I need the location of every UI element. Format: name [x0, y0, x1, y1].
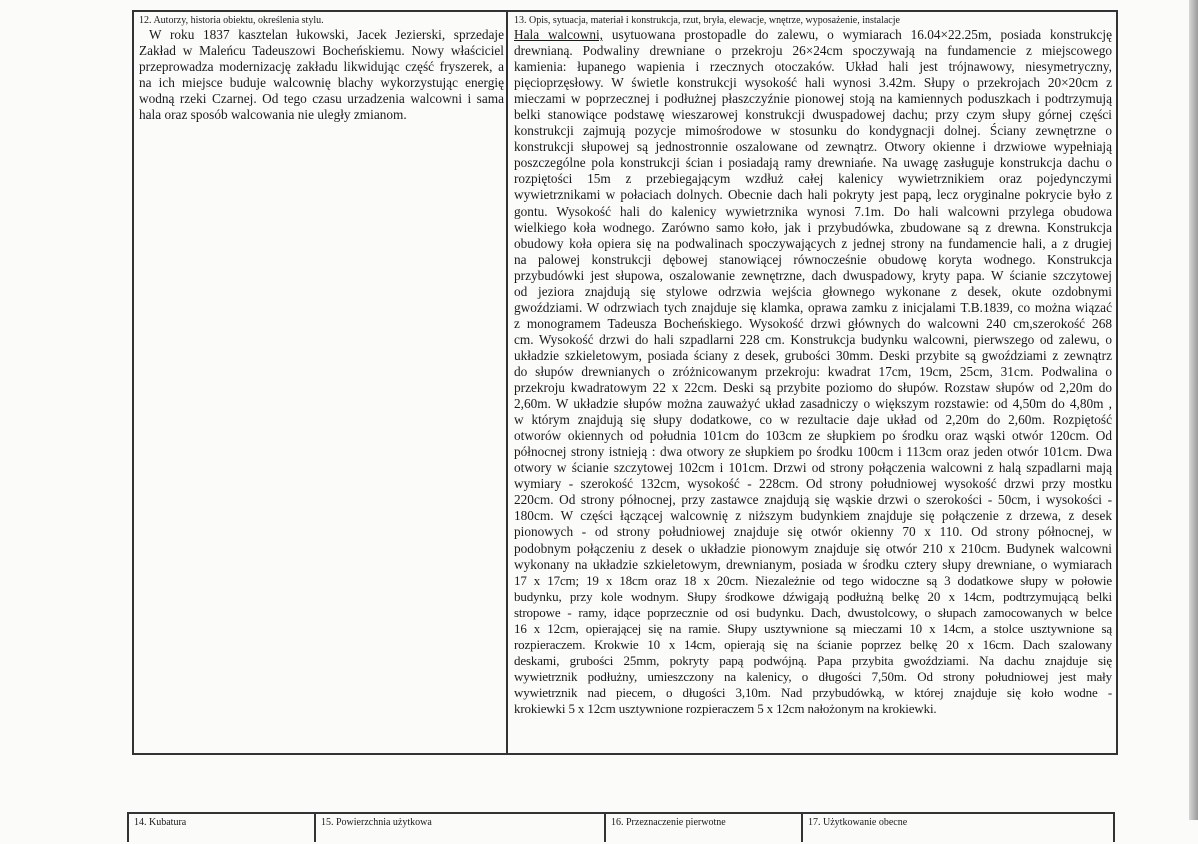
section-13-line: mieczami w poprzecznej i podłużnej płaszczyźnie pionowej stoją na kamiennych poduszkach i podtrzymują: [514, 91, 1112, 107]
section-13-header: 13. Opis, sytuacja, materiał i konstrukcja, rzut, bryła, elewacje, wnętrze, wyposażenie, instalacje: [514, 15, 900, 26]
section-13-line: wielkiego koła wodnego. Zarówno samo koło, jak i przybudówka, zbudowane są z drewna. Konstrukcja: [514, 219, 1112, 235]
section-13-line: rozpieraczem. Krokwie 10 x 14cm, opierają się na ścianie poprzez belkę 20 x 16cm. Dach szalowany: [514, 636, 1112, 652]
section-13-line: wymiary - szerokość 132cm, wysokość - 228cm. Od strony południowej wysokość drzwi przy mostku: [514, 476, 1112, 492]
section-13-line: 16 x 12cm, opierającej się na ramie. Słupy usztywnione są mieczami 10 x 14cm, a stolce usztywnione są: [514, 620, 1112, 636]
section-13-body: [514, 43, 1112, 717]
section-13-line: kamienia: łupanego wapienia i rzecznych otoczaków. Układ hali jest trójnawowy, niesymetryczny,: [514, 59, 1112, 75]
section-17-header: 17. Użytkowanie obecne: [808, 817, 908, 828]
scan-edge-shadow: [1189, 0, 1198, 820]
form-table-sections-14-17: [127, 812, 1115, 842]
section-13-line: krokiewki 5 x 12cm usztywnione rozpieraczem 5 x 12cm nałożonym na krokiewki.: [514, 700, 937, 716]
section-13-line: cm. Wysokość drzwi do hali szpadlarni 228 cm. Konstrukcja budynku walcowni, pierwszego od zalewu, o: [514, 331, 1112, 347]
section-14-header: 14. Kubatura: [134, 817, 187, 828]
section-13-line: belki stanowiące podstawę wieszarowej konstrukcji dwuspadowej dachu; przy czym słupy górnej części: [514, 107, 1112, 123]
section-13-line: gwoździami. W odrzwiach tych znajduje się klamka, oprawa zamku z inicjalami T.B.1839, co można wiązać: [514, 299, 1112, 315]
section-12-authors-history: [134, 12, 508, 123]
section-13-line: 17 x 17cm; 19 x 18cm oraz 18 x 20cm. Niezależnie od tego widoczne są 3 dodatkowe słupy w połowie: [514, 572, 1112, 588]
section-13-line: pięcioprzęsłowy. W świetle konstrukcji wysokość hali wynosi 3.42m. Słupy o przekrojach 20×20cm z: [514, 75, 1112, 91]
section-13-line: deskami, grubości 25mm, pokryty papą podwójną. Papa przybita gwoździami. Na dachu znajduje się: [514, 652, 1112, 668]
section-12-line: przeprowadza modernizację zakładu likwidując część fryszerek, a: [139, 59, 504, 75]
section-16-header: 16. Przeznaczenie pierwotne: [611, 817, 726, 828]
section-12-header: 12. Autorzy, historia obiektu, określenia stylu.: [139, 15, 324, 26]
section-13-description: [510, 12, 1116, 717]
section-13-line: na palowej konstrukcji dębowej stanowiącej równocześnie obudowę koryta wodnego. Konstrukcja: [514, 251, 1112, 267]
section-13-line: północnej strony istnieją : dwa otwory ze słupkiem po środku 100cm i 113cm oraz jeden otwór 101cm. Dwa: [514, 444, 1112, 460]
section-13-line: podobnym połączeniu z desek o układzie pionowym znajduje się otwór 210 x 210cm. Budynek walcowni: [514, 540, 1112, 556]
section-13-line: stropowe - ramy, idące poprzecznie od osi budynku. Dach, dwustolcowy, o słupach zamocowanych w belce: [514, 604, 1112, 620]
section-12-line: hala oraz sposób walcowania nie uległy zmianom.: [139, 107, 407, 123]
form-table-sections-12-13: [132, 10, 1118, 755]
section-15-header: 15. Powierzchnia użytkowa: [321, 817, 432, 828]
section-13-line: wywietrznikami w połaciach dolnych. Obecnie dach hali pokryty jest papą, lecz oryginalne pokrycie było z: [514, 187, 1112, 203]
section-13-line: drewnianą. Podwaliny drewniane o przekroju 26×24cm spoczywają na fundamencie z miejscowego: [514, 43, 1112, 59]
section-13-line: przybudówki jest słupowa, oszalowanie zewnętrzne, dach dwuspadowy, kryty papa. W ścianie szczytowej: [514, 267, 1112, 283]
section-13-line: konstrukcji słupowej są jednostronnie oszalowane od zewnątrz. Otwory okienne i drzwiowe wypełniają: [514, 139, 1112, 155]
section-12-body: [139, 27, 504, 123]
section-13-line: wywietrznik podłużny, umieszczony na kalenicy, o długości 7,50m. Od strony południowej jest mały: [514, 668, 1112, 684]
section-13-line: z monogramem Tadeusza Bocheńskiego. Wysokość drzwi głównych do walcowni 240 cm,szerokość 268: [514, 315, 1112, 331]
section-13-line: wykonany na układzie szkieletowym, drewnianym, posiada w środku cztery słupy drewniane, o wymiarach: [514, 556, 1112, 572]
section-13-line: [514, 27, 1112, 43]
section-13-line: otworów okiennych od południa 101cm do 103cm ze słupkiem po środku oraz wąski otwór 120cm. Od: [514, 428, 1112, 444]
section-13-line: wywietrznik nad piecem, o długości 3,10m. Nad przybudówką, w której znajduje się koło wodne -: [514, 684, 1112, 700]
first-line-text: usytuowana prostopadle do zalewu, o wymiarach 16.04×22.25m, posiada konstrukcję: [603, 27, 1112, 42]
section-12-line: na ich miejsce buduje walcownię blachy wykorzystując energię: [139, 75, 504, 91]
underlined-heading: Hala walcowni,: [514, 27, 603, 42]
section-13-line: budynku, przy kole wodnym. Słupy środkowe dźwigają podłużną belkę 20 x 14cm, podtrzymującą belki: [514, 588, 1112, 604]
section-13-line: 220cm. Od strony północnej, przy zastawce znajdują się wąskie drzwi o szerokości - 50cm, i wysokości -: [514, 492, 1112, 508]
section-13-line: poszczególne pola konstrukcji ścian i posiadają ramy drewniańe. Na uwagę zasługuje konstrukcja dachu o: [514, 155, 1112, 171]
section-12-line: wodną rzeki Czarnej. Od tego czasu urzadzenia walcowni i sama: [139, 91, 504, 107]
section-13-line: od jeziora znajdują się stylowe odrzwia wejścia głownego wykonane z desek, okute ozdobnymi: [514, 283, 1112, 299]
section-13-line: przekroju kwadratowym 22 x 22cm. Deski są przybite poziomo do słupów. Rozstaw słupów od 2,20m do: [514, 380, 1112, 396]
section-13-line: układzie szkieletowym, posiada ściany z desek, grubości 30mm. Deski przybite są gwoździami z zewnątrz: [514, 347, 1112, 363]
section-13-line: rozpiętości 15m z przebiegającym wzdłuż całej kalenicy wywietrznikiem oraz pojedynczymi: [514, 171, 1112, 187]
section-13-line: w którym znajdują się słupy dodatkowe, co w rezultacie daje układ od 2,20m do 2,60m. Rozpiętość: [514, 412, 1112, 428]
section-13-line: pionowych - od strony południowej znajduje się otwór okienny 70 x 110. Od strony północnej, w: [514, 524, 1112, 540]
section-12-line: Zakład w Maleńcu Tadeuszowi Bocheńskiemu. Nowy właściciel: [139, 43, 504, 59]
section-13-line: 2,60m. W układzie słupów można zauważyć układ zasadniczy o większym rozstawie: od 4,50m do 4,80m ,: [514, 396, 1112, 412]
section-13-line: do słupów drewnianych o zróżnicowanym przekroju: kwadrat 17cm, 19cm, 25cm, 31cm. Podwalina o: [514, 363, 1112, 379]
section-13-line: obudowy koła opiera się na podwalinach spoczywających z jednej strony na fundamencie hali, a z drugiej: [514, 235, 1112, 251]
column-divider: [506, 12, 508, 753]
section-12-line: W roku 1837 kasztelan łukowski, Jacek Jezierski, sprzedaje: [149, 27, 504, 42]
section-13-line: otwory w ścianie szczytowej 102cm i 101cm. Drzwi od strony połączenia walcowni z halą szpadlarni mają: [514, 460, 1112, 476]
section-13-line: gontu. Wysokość hali do kalenicy wywietrznika wynosi 7.1m. Do hali walcowni przylega obudowa: [514, 203, 1112, 219]
section-13-line: 180cm. W części łączącej walcownię z niższym budynkiem znajduje się połączenie z drzewa, z desek: [514, 508, 1112, 524]
section-13-line: konstrukcji zajmują pozycje mimośrodowe w stosunku do kondygnacji dolnej. Ściany zewnętrzne o: [514, 123, 1112, 139]
